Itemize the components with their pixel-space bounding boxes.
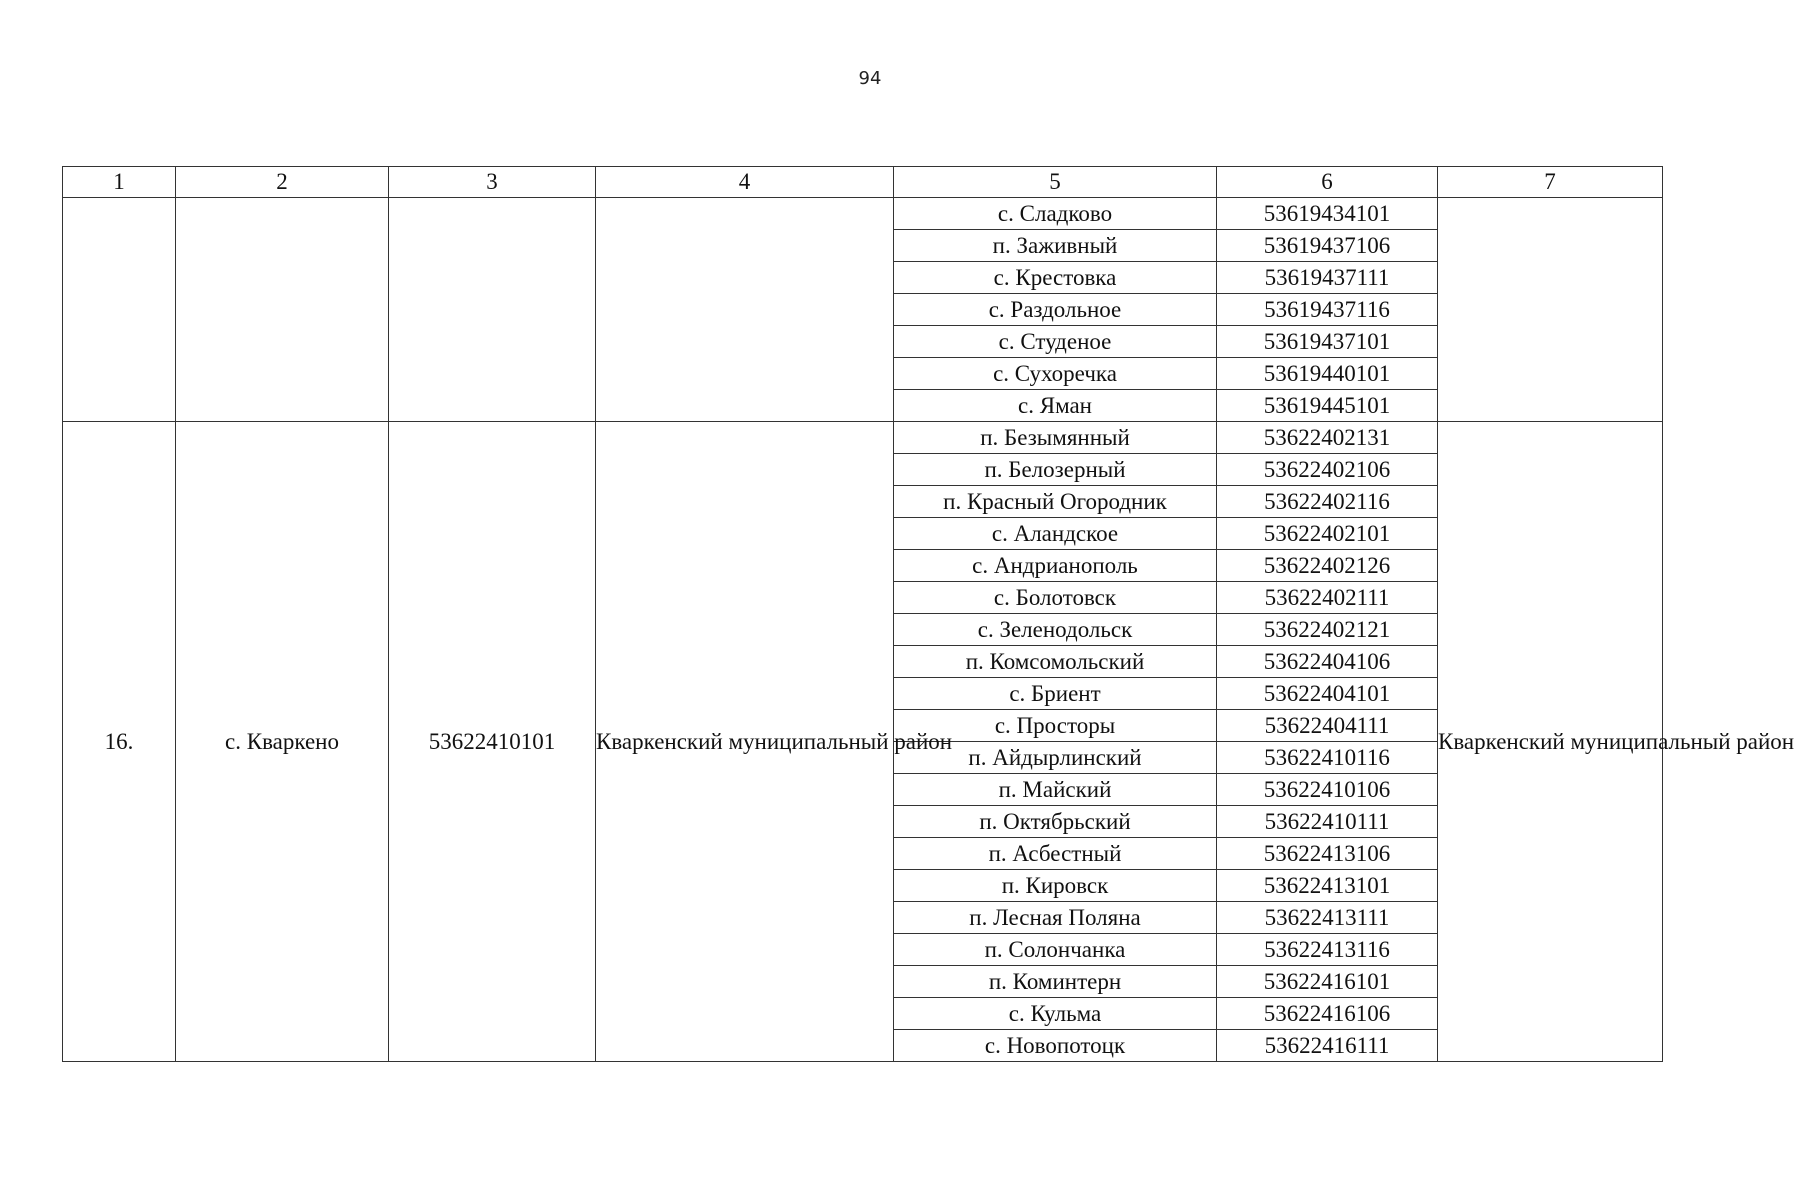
blank-cell-col-7 (1438, 198, 1663, 422)
settlement-cell: п. Белозерный (894, 454, 1217, 486)
header-col-2: 2 (176, 167, 389, 198)
code-cell: 53619437111 (1217, 262, 1438, 294)
settlements-table (62, 166, 1794, 1062)
code-cell: 53622404101 (1217, 678, 1438, 710)
code-cell: 53619437106 (1217, 230, 1438, 262)
header-row (63, 167, 1663, 198)
code-cell: 53622402111 (1217, 582, 1438, 614)
settlement-cell: с. Студеное (894, 326, 1217, 358)
code-cell: 53622416101 (1217, 966, 1438, 998)
code-cell: 53622402121 (1217, 614, 1438, 646)
code-cell: 53622402131 (1217, 422, 1438, 454)
header-col-6: 6 (1217, 167, 1438, 198)
code-cell: 53619445101 (1217, 390, 1438, 422)
blank-cell-col-1 (63, 198, 176, 422)
settlement-cell: с. Андрианополь (894, 550, 1217, 582)
header-col-1: 1 (63, 167, 176, 198)
settlement-cell: с. Зеленодольск (894, 614, 1217, 646)
settlement-cell: с. Яман (894, 390, 1217, 422)
settlement-cell: с. Сладково (894, 198, 1217, 230)
settlement-cell: п. Красный Огородник (894, 486, 1217, 518)
group-number-cell: 16. (63, 422, 176, 1062)
settlement-cell: п. Лесная Поляна (894, 902, 1217, 934)
settlement-cell: с. Просторы (894, 710, 1217, 742)
code-cell: 53622402106 (1217, 454, 1438, 486)
settlement-cell: п. Кировск (894, 870, 1217, 902)
table-row (63, 198, 1663, 230)
group-district-cell: Кваркенский муниципальный район (596, 422, 894, 1062)
code-cell: 53619437101 (1217, 326, 1438, 358)
settlement-cell: п. Безымянный (894, 422, 1217, 454)
code-cell: 53622402101 (1217, 518, 1438, 550)
settlement-cell: п. Солончанка (894, 934, 1217, 966)
code-cell: 53622413116 (1217, 934, 1438, 966)
code-cell: 53619437116 (1217, 294, 1438, 326)
blank-cell-col-3 (389, 198, 596, 422)
code-cell: 53622410111 (1217, 806, 1438, 838)
code-cell: 53619440101 (1217, 358, 1438, 390)
code-cell: 53622402126 (1217, 550, 1438, 582)
group-area-cell: Кваркенский муниципальный район (1438, 422, 1663, 1062)
blank-cell-col-2 (176, 198, 389, 422)
table-header (63, 167, 1663, 198)
settlement-cell: с. Аландское (894, 518, 1217, 550)
header-col-4: 4 (596, 167, 894, 198)
settlement-cell: с. Болотовск (894, 582, 1217, 614)
code-cell: 53622410106 (1217, 774, 1438, 806)
settlement-cell: п. Заживный (894, 230, 1217, 262)
code-cell: 53622410116 (1217, 742, 1438, 774)
settlement-cell: п. Октябрьский (894, 806, 1217, 838)
page-number: 94 (858, 68, 882, 89)
code-cell: 53622404106 (1217, 646, 1438, 678)
header-col-3: 3 (389, 167, 596, 198)
code-cell: 53622413111 (1217, 902, 1438, 934)
blank-cell-col-4 (596, 198, 894, 422)
code-cell: 53622416106 (1217, 998, 1438, 1030)
settlement-cell: п. Комсомольский (894, 646, 1217, 678)
code-cell: 53622413106 (1217, 838, 1438, 870)
settlement-cell: с. Бриент (894, 678, 1217, 710)
settlement-cell: п. Айдырлинский (894, 742, 1217, 774)
header-col-7: 7 (1438, 167, 1663, 198)
code-cell: 53622404111 (1217, 710, 1438, 742)
code-cell: 53622402116 (1217, 486, 1438, 518)
settlement-cell: п. Коминтерн (894, 966, 1217, 998)
group-center-cell: с. Кваркено (176, 422, 389, 1062)
settlement-cell: с. Крестовка (894, 262, 1217, 294)
settlement-cell: с. Новопотоцк (894, 1030, 1217, 1062)
group-center-code-cell: 53622410101 (389, 422, 596, 1062)
code-cell: 53619434101 (1217, 198, 1438, 230)
settlement-cell: п. Асбестный (894, 838, 1217, 870)
table-body (63, 198, 1794, 1062)
header-col-5: 5 (894, 167, 1217, 198)
code-cell: 53622413101 (1217, 870, 1438, 902)
settlement-cell: с. Раздольное (894, 294, 1217, 326)
code-cell: 53622416111 (1217, 1030, 1438, 1062)
settlement-cell: с. Сухоречка (894, 358, 1217, 390)
settlement-cell: с. Кульма (894, 998, 1217, 1030)
table-row (63, 422, 1663, 454)
settlement-cell: п. Майский (894, 774, 1217, 806)
